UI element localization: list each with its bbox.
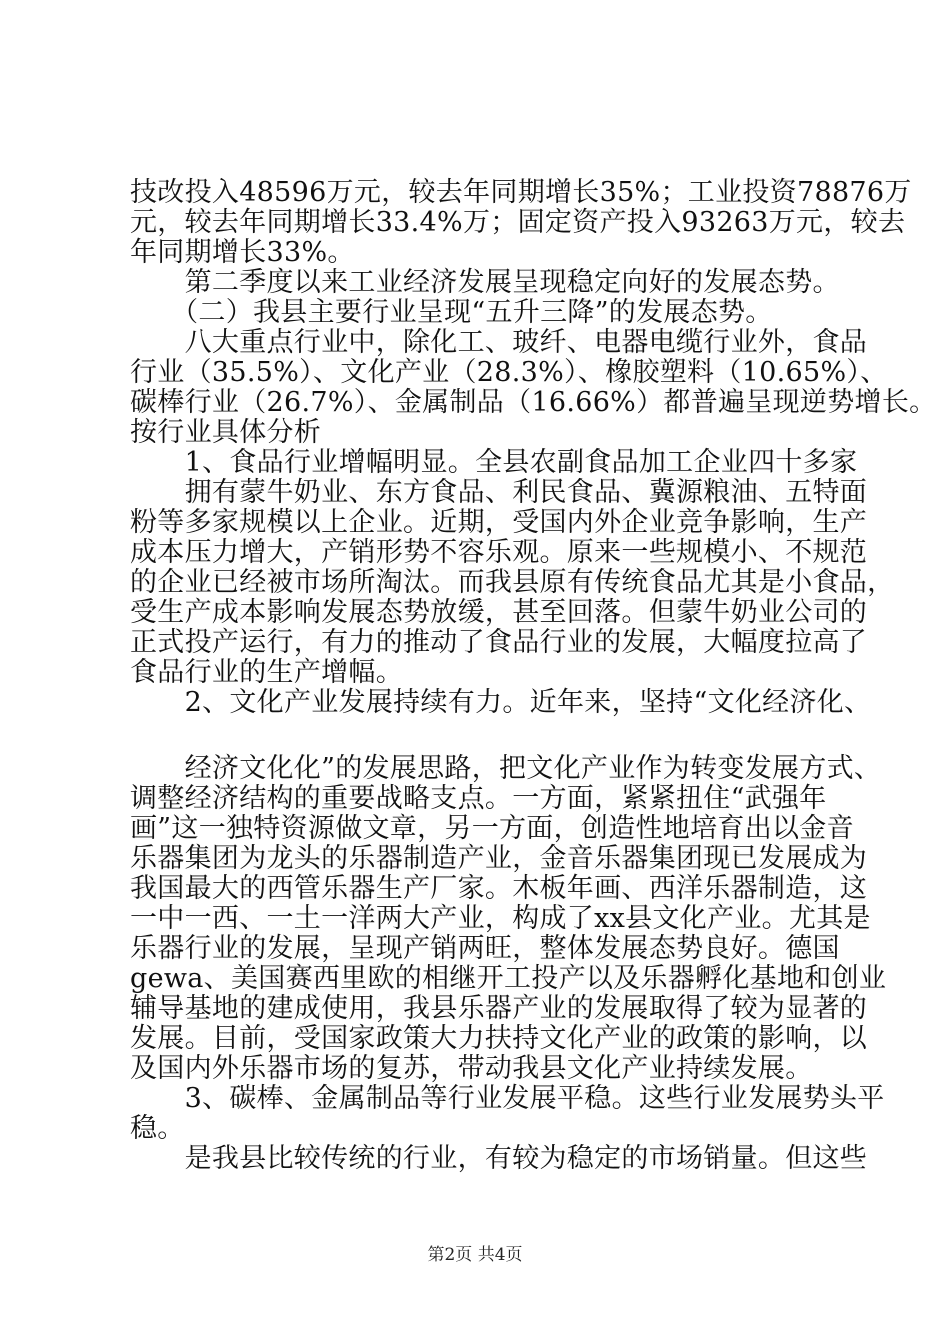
text-line: 第二季度以来工业经济发展呈现稳定向好的发展态势。 [130,267,840,298]
text-line: 正式投产运行，有力的推动了食品行业的发展，大幅度拉高了 [130,627,868,658]
text-line: 发展。目前，受国家政策大力扶持文化产业的政策的影响，以 [130,1023,868,1054]
text-line: 八大重点行业中，除化工、玻纤、电器电缆行业外，食品 [130,327,868,358]
text-line: gewa、美国赛西里欧的相继开工投产以及乐器孵化基地和创业 [130,963,887,994]
subsection-heading: 2、文化产业发展持续有力。近年来，坚持“文化经济化、 [130,687,872,718]
text-line: 粉等多家规模以上企业。近期，受国内外企业竞争影响，生产 [130,507,868,538]
text-line: 的企业已经被市场所淘汰。而我县原有传统食品尤其是小食品， [130,567,895,598]
text-line: 年同期增长33%。 [130,237,355,268]
text-line: 稳。 [130,1113,185,1144]
text-line: 乐器集团为龙头的乐器制造产业，金音乐器集团现已发展成为 [130,843,868,874]
text-line: 我国最大的西管乐器生产厂家。木板年画、西洋乐器制造，这 [130,873,868,904]
text-line: 是我县比较传统的行业，有较为稳定的市场销量。但这些 [130,1143,868,1174]
text-line: 乐器行业的发展，呈现产销两旺，整体发展态势良好。德国 [130,933,840,964]
text-line: 行业（35.5%）、文化产业（28.3%）、橡胶塑料（10.65%）、 [130,357,888,388]
text-line: 按行业具体分析 [130,417,322,448]
text-line: 技改投入48596万元，较去年同期增长35%；工业投资78876万 [130,177,912,208]
text-line: 食品行业的生产增幅。 [130,657,403,688]
text-line: 元，较去年同期增长33.4%万；固定资产投入93263万元，较去 [130,207,906,238]
section-heading: （二）我县主要行业呈现“五升三降”的发展态势。 [130,297,773,328]
text-line: 碳棒行业（26.7%）、金属制品（16.66%）都普遍呈现逆势增长。 [130,387,937,418]
subsection-heading: 3、碳棒、金属制品等行业发展平稳。这些行业发展势头平 [130,1083,885,1114]
text-line: 经济文化化”的发展思路，把文化产业作为转变发展方式、 [130,753,882,784]
subsection-heading: 1、食品行业增幅明显。全县农副食品加工企业四十多家 [130,447,858,478]
page-number-footer: 第2页 共4页 [427,1245,523,1265]
text-line: 调整经济结构的重要战略支点。一方面，紧紧扭住“武强年 [130,783,827,814]
text-line: 成本压力增大，产销形势不容乐观。原来一些规模小、不规范 [130,537,868,568]
text-line: 辅导基地的建成使用，我县乐器产业的发展取得了较为显著的 [130,993,868,1024]
text-line: 画”这一独特资源做文章，另一方面，创造性地培育出以金音 [130,813,854,844]
text-line: 拥有蒙牛奶业、东方食品、利民食品、冀源粮油、五特面 [130,477,868,508]
text-line: 一中一西、一土一洋两大产业，构成了xx县文化产业。尤其是 [130,903,871,934]
text-line: 受生产成本影响发展态势放缓，甚至回落。但蒙牛奶业公司的 [130,597,868,628]
text-line: 及国内外乐器市场的复苏，带动我县文化产业持续发展。 [130,1053,813,1084]
